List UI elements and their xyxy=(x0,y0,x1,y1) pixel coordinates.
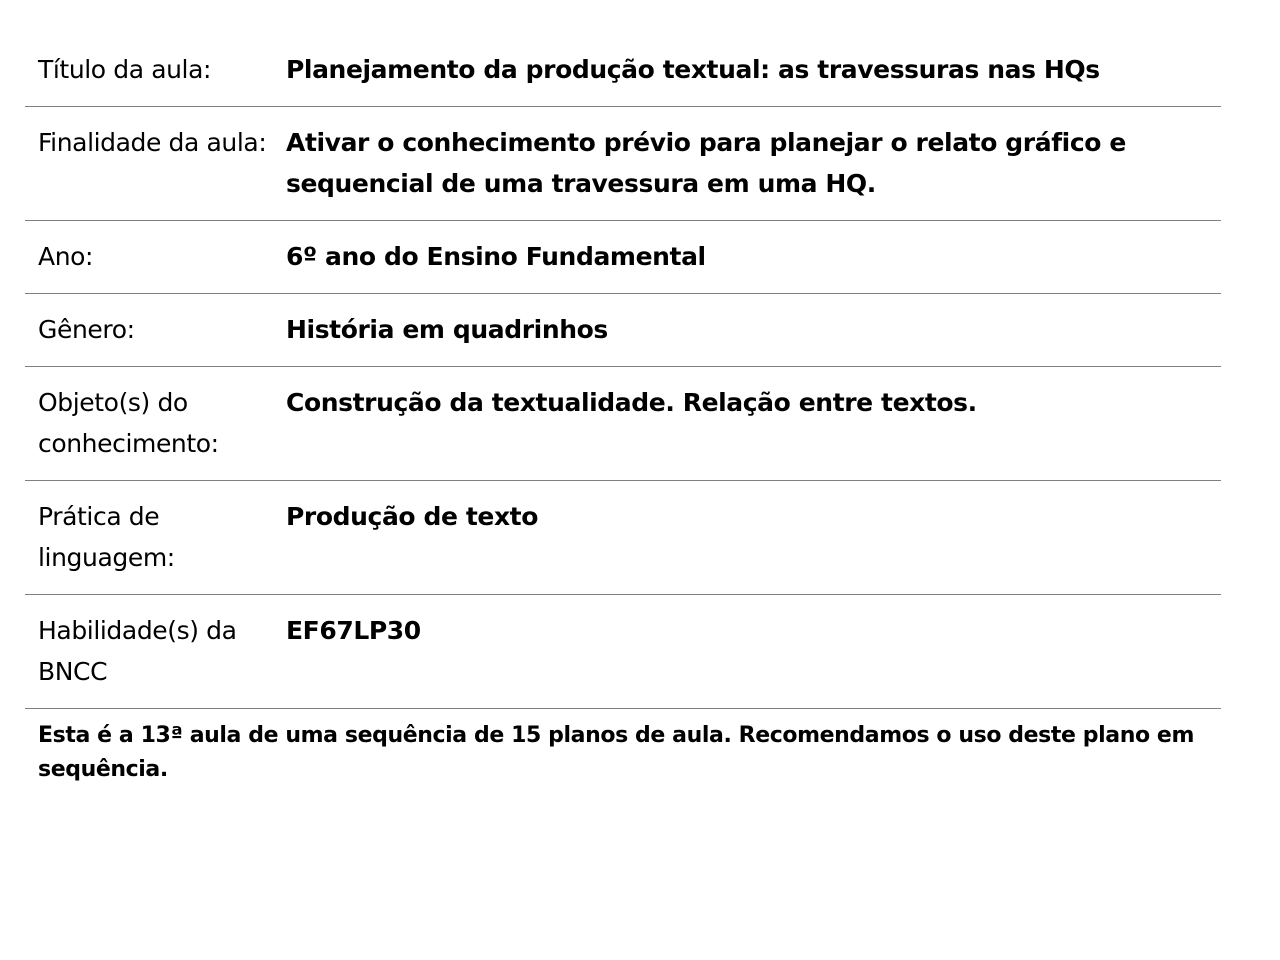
label-lesson-purpose: Finalidade da aula: xyxy=(38,128,267,157)
label-year: Ano: xyxy=(38,242,94,271)
row-year xyxy=(25,221,1221,294)
value-genre: História em quadrinhos xyxy=(286,315,608,344)
row-knowledge-objects xyxy=(25,367,1221,481)
value-language-practice: Produção de texto xyxy=(286,502,539,531)
label-knowledge-objects: Objeto(s) do conhecimento: xyxy=(38,388,219,458)
label-language-practice: Prática de linguagem: xyxy=(38,502,175,572)
value-lesson-purpose: Ativar o conhecimento prévio para planejar o relato gráfico e sequencial de uma travessura em uma HQ. xyxy=(286,128,1126,198)
value-lesson-title: Planejamento da produção textual: as travessuras nas HQs xyxy=(286,55,1100,84)
row-genre xyxy=(25,294,1221,367)
value-bncc-skills: EF67LP30 xyxy=(286,616,421,645)
lesson-info-table xyxy=(25,32,1221,787)
value-year: 6º ano do Ensino Fundamental xyxy=(286,242,706,271)
value-knowledge-objects: Construção da textualidade. Relação entre textos. xyxy=(286,388,977,417)
label-lesson-title: Título da aula: xyxy=(38,55,212,84)
row-lesson-purpose xyxy=(25,107,1221,221)
row-language-practice xyxy=(25,481,1221,595)
label-bncc-skills: Habilidade(s) da BNCC xyxy=(38,616,237,686)
sequence-note: Esta é a 13ª aula de uma sequência de 15 planos de aula. Recomendamos o uso deste plano em sequência. xyxy=(38,723,1194,782)
row-bncc-skills xyxy=(25,595,1221,709)
label-genre: Gênero: xyxy=(38,315,135,344)
row-lesson-title xyxy=(25,32,1221,107)
